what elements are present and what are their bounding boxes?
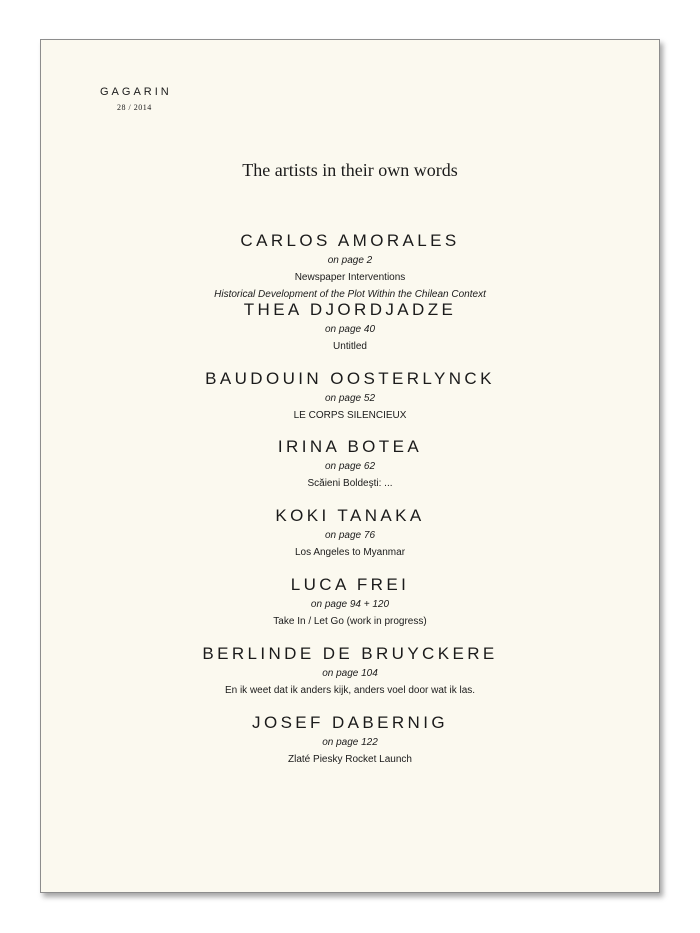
artist-name: JOSEF DABERNIG bbox=[252, 712, 448, 732]
artist-entry bbox=[41, 230, 659, 299]
artist-name: BAUDOUIN OOSTERLYNCK bbox=[205, 368, 495, 388]
page-reference: on page 104 bbox=[322, 667, 378, 679]
artist-name: CARLOS AMORALES bbox=[240, 231, 460, 250]
artist-entry bbox=[41, 505, 659, 574]
work-title: Los Angeles to Myanmar bbox=[294, 547, 406, 559]
page-reference: on page 94 + 120 bbox=[310, 598, 390, 610]
artist-entry bbox=[41, 712, 659, 781]
work-title: Scăieni Boldeşti: ... bbox=[307, 478, 393, 490]
artist-name: LUCA FREI bbox=[290, 574, 410, 594]
artist-name: THEA DJORDJADZE bbox=[243, 299, 457, 319]
page-reference: on page 40 bbox=[324, 323, 376, 335]
masthead-title: GAGARIN bbox=[100, 86, 172, 98]
artist-entry bbox=[41, 436, 659, 505]
work-title: Take In / Let Go (work in progress) bbox=[273, 615, 427, 627]
work-title: En ik weet dat ik anders kijk, anders voel door wat ik las. bbox=[224, 684, 476, 696]
work-title: Zlaté Piesky Rocket Launch bbox=[288, 753, 412, 765]
artist-entry bbox=[41, 643, 659, 712]
artist-entry bbox=[41, 368, 659, 437]
page-reference: on page 52 bbox=[324, 392, 376, 404]
artist-entry bbox=[41, 574, 659, 643]
artist-entry bbox=[41, 299, 659, 368]
page-reference: on page 62 bbox=[324, 461, 376, 473]
work-title: Newspaper Interventions bbox=[294, 272, 406, 283]
page-reference: on page 2 bbox=[327, 255, 373, 266]
masthead bbox=[100, 86, 180, 112]
document-page bbox=[40, 39, 660, 893]
work-title: Untitled bbox=[333, 340, 367, 352]
page-reference: on page 76 bbox=[324, 530, 376, 542]
page-reference: on page 122 bbox=[322, 736, 378, 748]
artist-name: KOKI TANAKA bbox=[275, 506, 425, 526]
work-title: Historical Development of the Plot Within the Chilean Context bbox=[214, 289, 486, 300]
page-heading: The artists in their own words bbox=[242, 160, 458, 180]
artist-name: IRINA BOTEA bbox=[277, 437, 423, 457]
artist-list bbox=[41, 230, 659, 780]
issue-number: 28 / 2014 bbox=[117, 103, 152, 112]
work-title: LE CORPS SILENCIEUX bbox=[293, 409, 407, 421]
artist-name: BERLINDE DE BRUYCKERE bbox=[202, 643, 498, 663]
